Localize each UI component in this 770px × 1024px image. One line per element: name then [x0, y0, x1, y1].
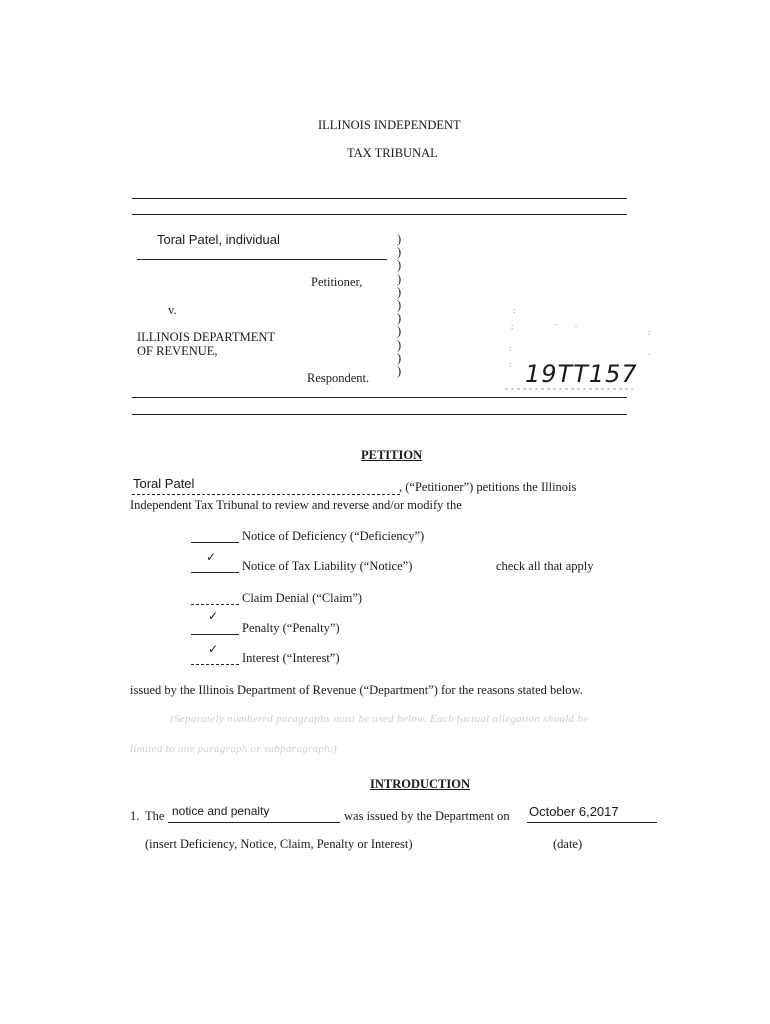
item-number: 1. [130, 809, 140, 823]
check-all-note: check all that apply [496, 559, 594, 573]
petition-intro-text: , (“Petitioner”) petitions the Illinois [399, 480, 577, 494]
date-fill[interactable]: October 6,2017 [529, 804, 619, 819]
checklist-item-deficiency: Notice of Deficiency (“Deficiency”) [242, 529, 425, 543]
respondent-label: Respondent. [307, 371, 370, 385]
caption-bottom-rule-2 [132, 414, 627, 415]
checkbox-blank-deficiency[interactable] [191, 542, 239, 543]
case-stamp-area: : : . . : . : : 19TT157 [505, 300, 655, 400]
paren: ) [397, 245, 402, 260]
date-fill-line [527, 822, 657, 823]
checkbox-blank-claim[interactable] [191, 604, 239, 605]
tribunal-title-line1: ILLINOIS INDEPENDENT [318, 118, 461, 132]
petition-heading: PETITION [361, 448, 423, 462]
stamp-underline [505, 386, 635, 392]
petitioner-fill: Toral Patel [133, 476, 195, 491]
introduction-heading: INTRODUCTION [370, 777, 471, 791]
respondent-name-line1: ILLINOIS DEPARTMENT [137, 330, 276, 344]
petitioner-name: Toral Patel, individual [157, 232, 280, 247]
checkmark-icon: ✓ [206, 550, 217, 564]
instructions-line2: limited to one paragraph or subparagraph.) [130, 743, 337, 755]
caption-paren-column [397, 233, 407, 378]
petition-intro-text2: Independent Tax Tribunal to review and reverse and/or modify the [130, 498, 462, 512]
date-hint: (date) [553, 837, 583, 851]
paren: ) [397, 311, 402, 326]
checklist-item-interest: Interest (“Interest”) [242, 651, 340, 665]
handwritten-case-number: 19TT157 [525, 360, 638, 388]
caption-bottom-rule [132, 397, 627, 398]
paren: ) [397, 298, 402, 313]
tribunal-title-line2: TAX TRIBUNAL [347, 146, 438, 160]
checkbox-blank-interest[interactable] [191, 664, 239, 665]
versus-label: v. [168, 303, 177, 317]
caption-top-rule [132, 198, 627, 199]
caption-second-rule [132, 214, 627, 215]
petitioner-fill-line [132, 494, 400, 495]
checkmark-icon: ✓ [208, 609, 219, 623]
paren: ) [397, 324, 402, 339]
item-middle-text: was issued by the Department on [344, 809, 510, 823]
checkbox-blank-notice[interactable] [191, 572, 239, 573]
paren: ) [397, 258, 402, 273]
item-prefix: The [145, 809, 165, 823]
paren: ) [397, 364, 402, 379]
instructions-line1: (Separately numbered paragraphs must be used below. Each factual allegation should be [170, 713, 589, 725]
checkbox-blank-penalty[interactable] [191, 634, 239, 635]
paren: ) [397, 337, 402, 352]
item-type-fill-line [168, 822, 340, 823]
paren: ) [397, 232, 402, 246]
petitioner-name-line [137, 259, 387, 260]
item-type-fill[interactable]: notice and penalty [172, 804, 270, 818]
paren: ) [397, 284, 402, 299]
checklist-item-notice: Notice of Tax Liability (“Notice”) [242, 559, 413, 573]
respondent-name-line2: OF REVENUE, [137, 344, 218, 358]
paren: ) [397, 271, 402, 286]
petitioner-label: Petitioner, [311, 275, 363, 289]
checklist-item-claim: Claim Denial (“Claim”) [242, 591, 363, 605]
checkmark-icon: ✓ [208, 642, 219, 656]
item-type-hint: (insert Deficiency, Notice, Claim, Penalty or Interest) [145, 837, 413, 851]
checklist-item-penalty: Penalty (“Penalty”) [242, 621, 340, 635]
issued-by-text: issued by the Illinois Department of Revenue (“Department”) for the reasons stated below. [130, 683, 583, 697]
paren: ) [397, 350, 402, 365]
